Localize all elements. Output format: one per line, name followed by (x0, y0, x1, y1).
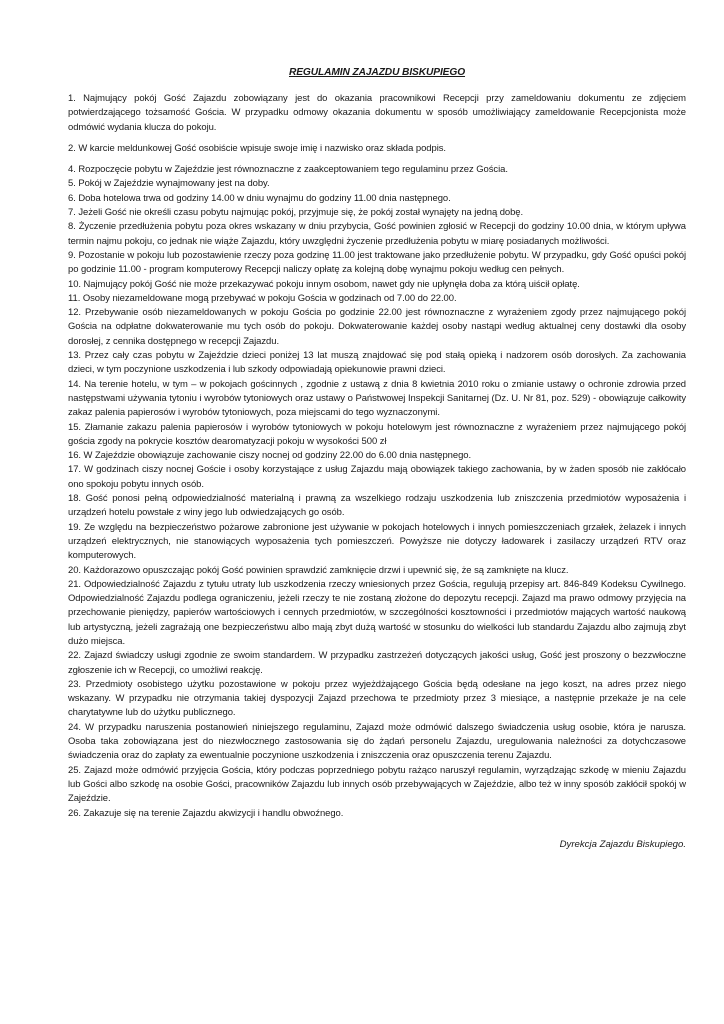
paragraph-4: 4. Rozpoczęcie pobytu w Zajeździe jest równoznaczne z zaakceptowaniem tego regulaminu przez Gościa. (68, 164, 508, 176)
paragraph-15: 15. Złamanie zakazu palenia papierosów i wyrobów tytoniowych w pokoju hotelowym jest równoznaczne z wyrażeniem przez najmującego pokój gościa zgody na pokrycie kosztów dearomatyzacji pokoju w wysokości 500 zł (68, 421, 686, 447)
paragraph-20: 20. Każdorazowo opuszczając pokój Gość powinien sprawdzić zamknięcie drzwi i upewnić się, że są zamknięte na klucz. (68, 564, 569, 576)
paragraph-10: 10. Najmujący pokój Gość nie może przekazywać pokoju innym osobom, nawet gdy nie upłynęła doba za którą uiścił opłatę. (68, 278, 580, 290)
paragraph-5: 5. Pokój w Zajeździe wynajmowany jest na doby. (68, 178, 270, 190)
paragraph-26: 26. Zakazuje się na terenie Zajazdu akwizycji i handlu obwoźnego. (68, 807, 344, 819)
paragraph-9: 9. Pozostanie w pokoju lub pozostawienie rzeczy poza godzinę 11.00 jest traktowane jako przedłużenie pobytu. W przypadku, gdy Gość opuści pokój po godzinie 11.00 - program komputerowy Recepcji naliczy opłatę za kolejną dobę wynajmu pokoju według cen pełnych. (68, 249, 686, 276)
paragraph-25: 25. Zajazd może odmówić przyjęcia Gościa, który podczas poprzedniego pobytu rażąco naruszył regulamin, wyrządzając szkodę w mieniu Zajazdu lub Gości albo szkodę na osobie Gości, pracowników Zajazdu lub innych osób przebywających w Zajeździe, albo też w inny sposób zakłócił spokój w Zajeździe. (68, 764, 686, 805)
paragraph-1: 1. Najmujący pokój Gość Zajazdu zobowiązany jest do okazania pracownikowi Recepcji przy zameldowaniu dokumentu ze zdjęciem potwierdzającego tożsamość Gościa. W przypadku odmowy okazania dokumentu w sposób umożliwiający zameldowanie Recepcjonista może odmówić wydania klucza do pokoju. (68, 93, 686, 133)
paragraph-6: 6. Doba hotelowa trwa od godziny 14.00 w dniu wynajmu do godziny 11.00 dnia następnego. (68, 192, 451, 204)
paragraph-11: 11. Osoby niezameldowane mogą przebywać w pokoju Gościa w godzinach od 7.00 do 22.00. (68, 292, 457, 304)
paragraph-18: 18. Gość ponosi pełną odpowiedzialność materialną i prawną za wszelkiego rodzaju uszkodzenia lub zniszczenia przedmiotów wyposażenia i urządzeń hotelu powstałe z winy jego lub odwiedzających go osób. (68, 493, 686, 519)
paragraph-16: 16. W Zajeździe obowiązuje zachowanie ciszy nocnej od godziny 22.00 do 6.00 dnia następnego. (68, 450, 472, 462)
paragraph-2: 2. W karcie meldunkowej Gość osobiście wpisuje swoje imię i nazwisko oraz składa podpis. (68, 142, 446, 154)
paragraph-14: 14. Na terenie hotelu, w tym – w pokojach gościnnych , zgodnie z ustawą z dnia 8 kwietnia 2010 roku o zmianie ustawy o ochronie zdrowia przed następstwami używania tytoniu i wyrobów tytoniowych oraz ustawy o Państwowej Inspekcji Sanitarnej (Dz. U. Nr 81, poz. 529) - obowiązuje całkowity zakaz palenia papierosów i wyrobów tytoniowych, poza miejscami do tego wyznaczonymi. (68, 378, 686, 419)
paragraph-22: 22. Zajazd świadczy usługi zgodnie ze swoim standardem. W przypadku zastrzeżeń dotyczących jakości usług, Gość jest proszony o bezzwłoczne zgłoszenie ich w Recepcji, co umożliwi reakcję. (68, 650, 686, 676)
paragraph-21: 21. Odpowiedzialność Zajazdu z tytułu utraty lub uszkodzenia rzeczy wniesionych przez Gościa, regulują przepisy art. 846-849 Kodeksu Cywilnego. Odpowiedzialność Zajazdu podlega ograniczeniu, jeżeli rzeczy te nie zostaną złożone do depozytu recepcji. Zajazd ma prawo odmowy przyjęcia na przechowanie pieniędzy, papierów wartościowych i cennych przedmiotów, w szczególności kosztowności i przedmiotów mających wartość naukową lub artystyczną, jeżeli zagrażają one bezpieczeństwu albo mają zbyt dużą wartość w stosunku do wielkości lub standardu Zajazdu albo zajmują zbyt dużo miejsca. (68, 578, 686, 647)
paragraph-12: 12. Przebywanie osób niezameldowanych w pokoju Gościa po godzinie 22.00 jest równoznaczne z wyrażeniem zgody przez najmującego pokój Gościa na odpłatne dokwaterowanie mu tych osób do pokoju. Dokwaterowanie każdej osoby nastąpi według aktualnej ceny dostawki dla osoby dorosłej, z cennika dostępnego w recepcji Zajazdu. (68, 307, 686, 347)
paragraph-19: 19. Ze względu na bezpieczeństwo pożarowe zabronione jest używanie w pokojach hotelowych i innych pomieszczeniach grzałek, żelazek i innych urządzeń elektrycznych, nie stanowiących wyposażenia tych pomieszczeń. Powyższe nie dotyczy ładowarek i zasilaczy urządzeń RTV oraz komputerowych. (68, 521, 686, 562)
paragraph-13: 13. Przez cały czas pobytu w Zajeździe dzieci poniżej 13 lat muszą znajdować się pod stałą opieką i nadzorem osób dorosłych. Za zachowania dzieci, w tym poczynione uszkodzenia i lub szkody odpowiadają opiekunowie prawni dzieci. (68, 350, 686, 376)
paragraph-7: 7. Jeżeli Gość nie określi czasu pobytu najmując pokój, przyjmuje się, że pokój został wynajęty na jedną dobę. (68, 207, 524, 219)
paragraph-23: 23. Przedmioty osobistego użytku pozostawione w pokoju przez wyjeżdżającego Gościa będą odesłane na jego koszt, na adres przez niego wskazany. W przypadku nie otrzymania takiej dyspozycji Zajazd przechowa te przedmioty przez 3 miesiące, a następnie przekaże je na cele charytatywne lub do użytku publicznego. (68, 678, 686, 719)
paragraph-17: 17. W godzinach ciszy nocnej Goście i osoby korzystające z usług Zajazdu mają obowiązek takiego zachowania, by w żaden sposób nie zakłócało ono spokoju pobytu innych osób. (68, 464, 686, 490)
paragraph-8: 8. Życzenie przedłużenia pobytu poza okres wskazany w dniu przybycia, Gość powinien zgłosić w Recepcji do godziny 10.00 dnia, w którym upływa termin najmu pokoju, co jednak nie wiąże Zajazdu, który uwzględni życzenie przedłużenia pobytu w miarę posiadanych możliwości. (68, 221, 686, 247)
paragraph-24: 24. W przypadku naruszenia postanowień niniejszego regulaminu, Zajazd może odmówić dalszego świadczenia usług osobie, która je narusza. Osoba taka zobowiązana jest do niezwłocznego zastosowania się do żądań personelu Zajazdu, uregulowania należności za dotychczasowe świadczenia oraz do zapłaty za ewentualnie poczynione uszkodzenia i zniszczenia oraz opuszczenia terenu Zajazdu. (68, 721, 686, 762)
regulations-document (68, 66, 686, 852)
signature: Dyrekcja Zajazdu Biskupiego. (559, 838, 686, 850)
document-title: REGULAMIN ZAJAZDU BISKUPIEGO (288, 67, 466, 78)
